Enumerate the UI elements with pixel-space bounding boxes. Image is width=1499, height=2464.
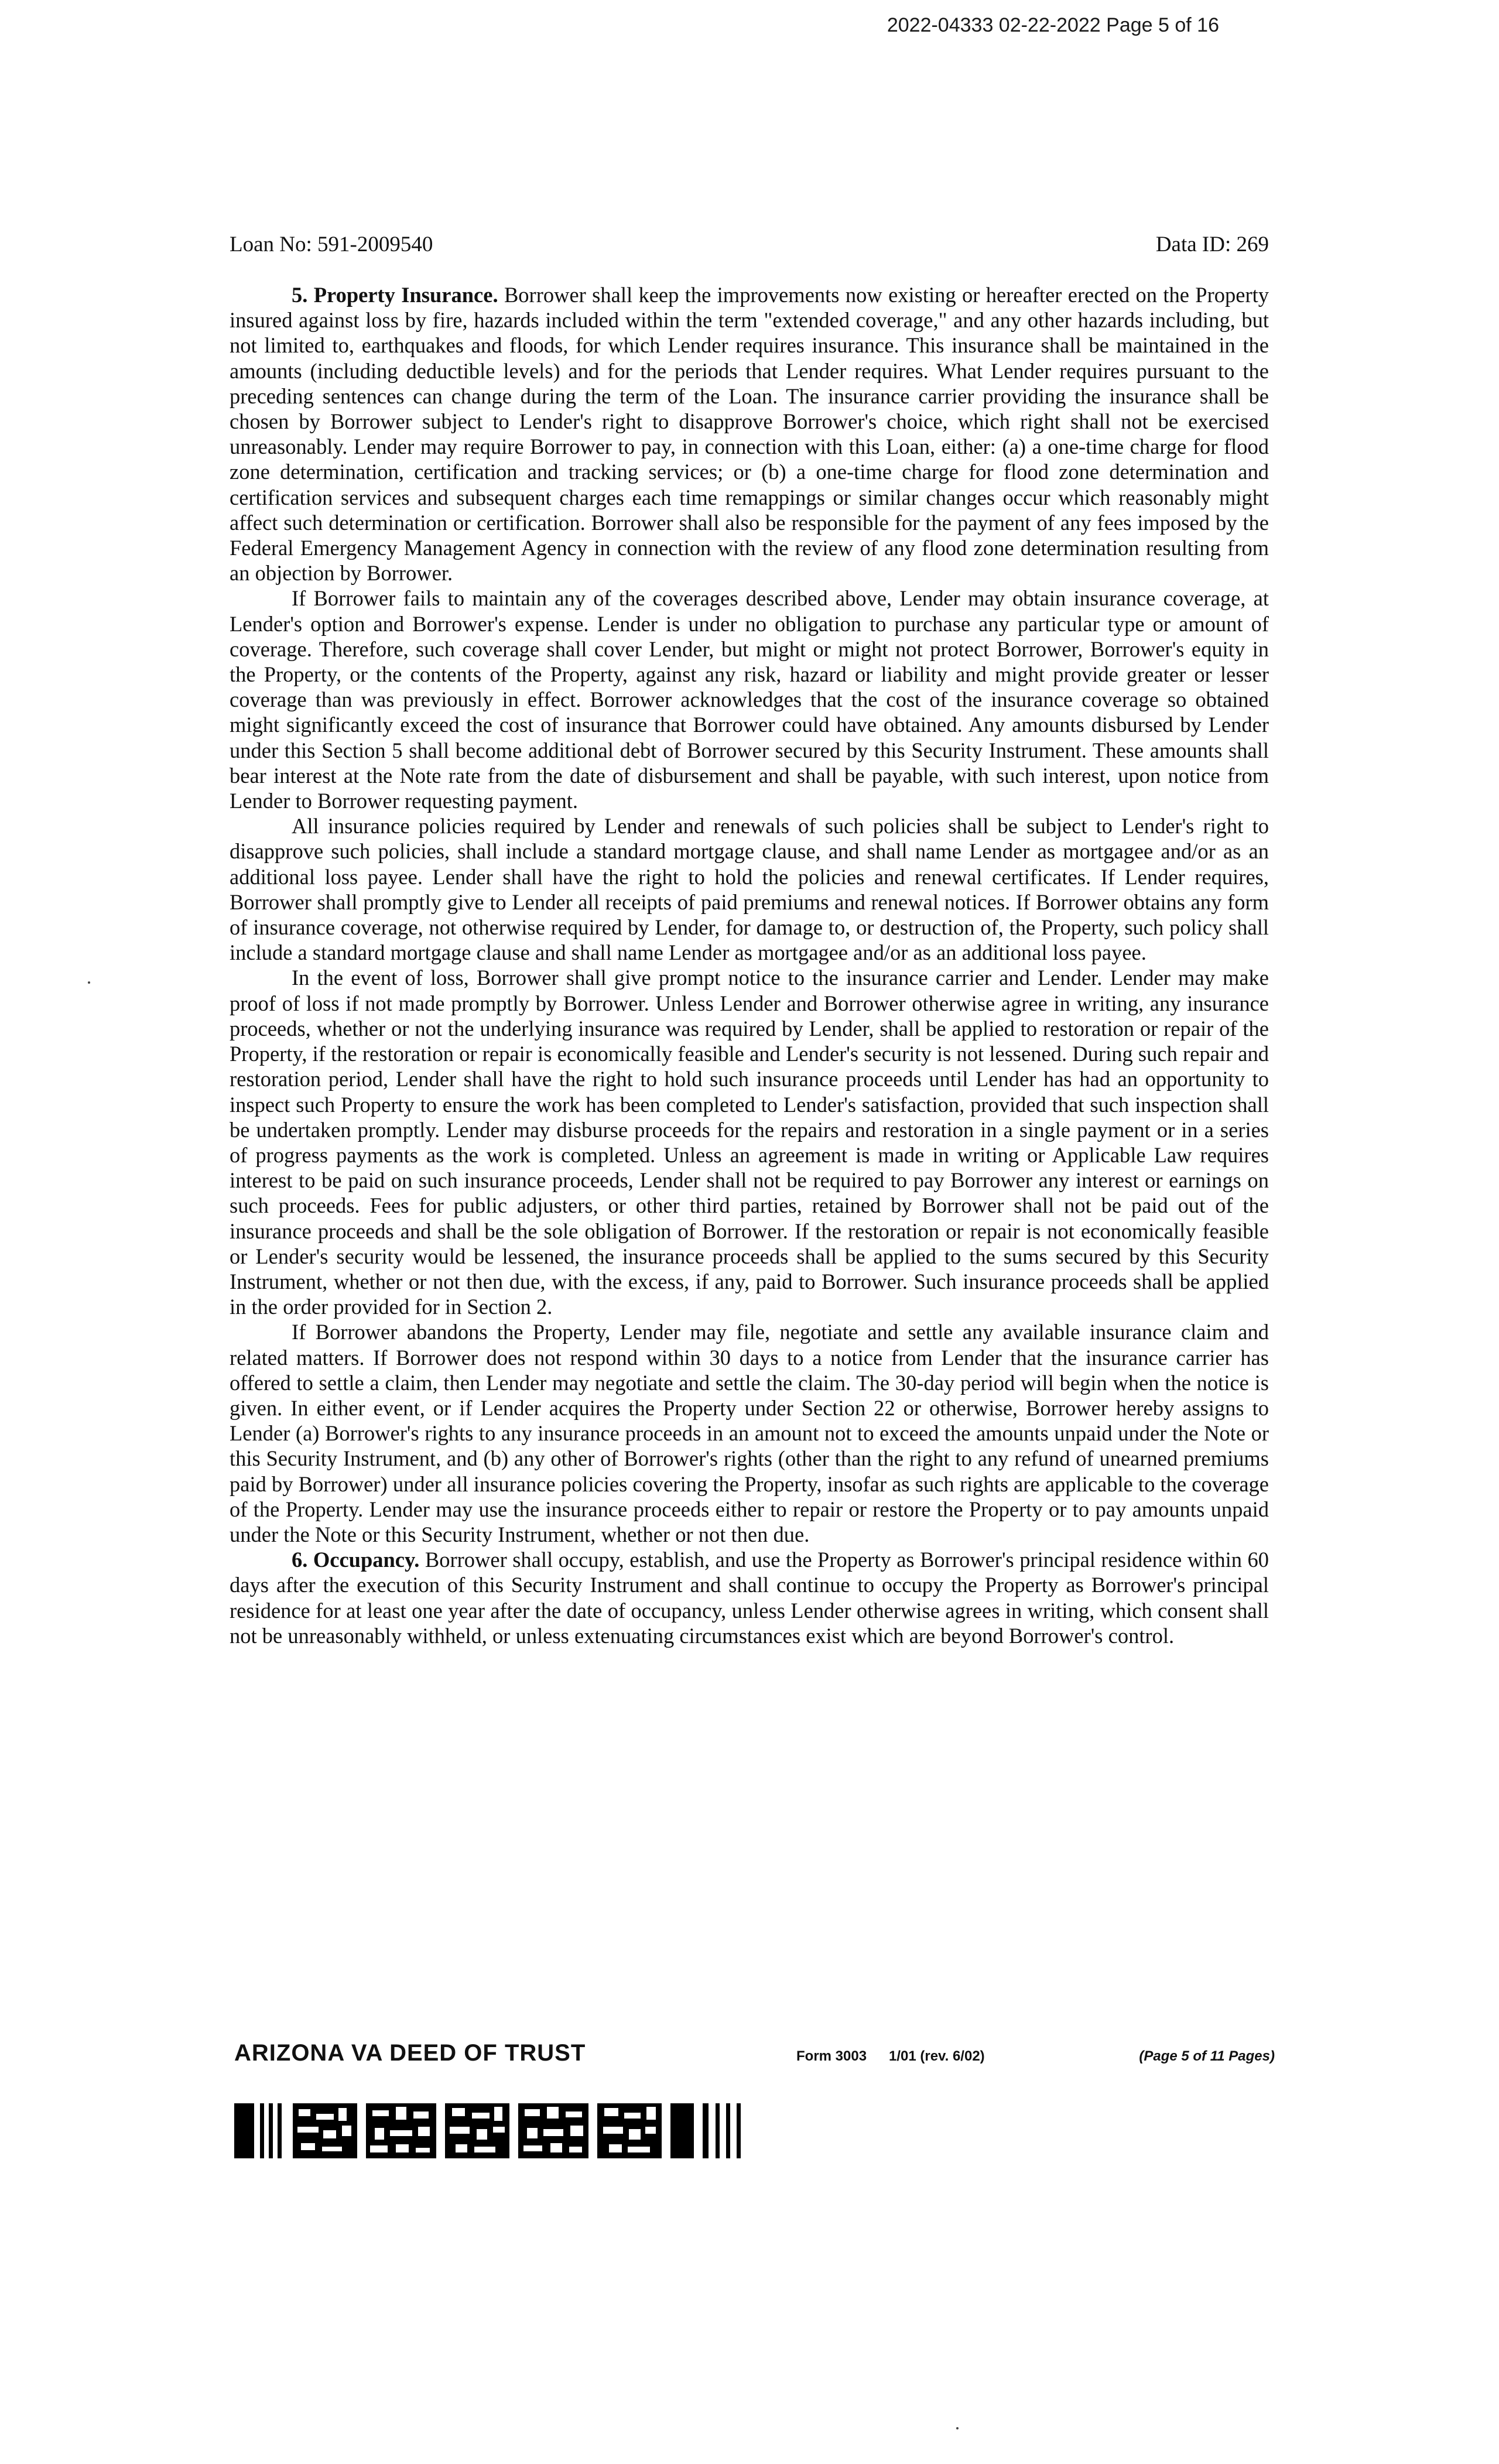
section-5-paragraph-4: In the event of loss, Borrower shall give prompt notice to the insurance carrier and Lender. Lender may make proof of loss if not made promptly by Borrower. Unless Lender and Borrower otherwise agree in writing, any insurance proceeds, whether or not the underlying insurance was required by Lender, shall be applied to restoration or repair of the Property, if the restoration or repair is economically feasible and Lender's security is not lessened. During such repair and restoration period, Lender shall have the right to hold such insurance proceeds until Lender has had an opportunity to inspect such Property to ensure the work has been completed to Lender's satisfaction, provided that such inspection shall be undertaken promptly. Lender may disburse proceeds for the repairs and restoration in a single payment or in a series of progress payments as the work is completed. Unless an agreement is made in writing or Applicable Law requires interest to be paid on such insurance proceeds, Lender shall not be required to pay Borrower any interest or earnings on such proceeds. Fees for public adjusters, or other third parties, retained by Borrower shall not be paid out of the insurance proceeds and shall be the sole obligation of Borrower. If the restoration or repair is not economically feasible or Lender's security would be lessened, the insurance proceeds shall be applied to the sums secured by this Security Instrument, whether or not then due, with the excess, if any, paid to Borrower. Such insurance proceeds shall be applied in the order provided for in Section 2. [230, 966, 1269, 1319]
section-6-title: Occupancy. [313, 1548, 420, 1572]
section-5-paragraph-5: If Borrower abandons the Property, Lender may file, negotiate and settle any available insurance claim and related matters. If Borrower does not respond within 30 days to a notice from Lender that the insurance carrier has offered to settle a claim, then Lender may negotiate and settle the claim. The 30-day period will begin when the notice is given. In either event, or if Lender acquires the Property under Section 22 or otherwise, Borrower hereby assigns to Lender (a) Borrower's rights to any insurance proceeds in an amount not to exceed the amounts unpaid under the Note or this Security Instrument, and (b) any other of Borrower's rights (other than the right to any refund of unearned premiums paid by Borrower) under all insurance policies covering the Property, insofar as such rights are applicable to the coverage of the Property. Lender may use the insurance proceeds either to repair or restore the Property or to pay amounts unpaid under the Note or this Security Instrument, whether or not then due. [230, 1320, 1269, 1546]
section-5-paragraph-3: All insurance policies required by Lender and renewals of such policies shall be subject to Lender's right to disapprove such policies, shall include a standard mortgage clause, and shall name Lender as mortgagee and/or as an additional loss payee. Lender shall have the right to hold the policies and renewal certificates. If Lender requires, Borrower shall promptly give to Lender all receipts of paid premiums and renewal notices. If Borrower obtains any form of insurance coverage, not otherwise required by Lender, for damage to, or destruction of, the Property, such policy shall include a standard mortgage clause and shall name Lender as mortgagee and/or as an additional loss payee. [230, 814, 1269, 965]
page-footer [234, 2040, 1275, 2066]
section-6-number: 6. [292, 1548, 308, 1572]
page-header [230, 232, 1269, 257]
section-5-paragraph-2: If Borrower fails to maintain any of the coverages described above, Lender may obtain insurance coverage, at Lender's option and Borrower's expense. Lender is under no obligation to purchase any particular type or amount of coverage. Therefore, such coverage shall cover Lender, but might or might not protect Borrower, Borrower's equity in the Property, or the contents of the Property, against any risk, hazard or liability and might provide greater or lesser coverage than was previously in effect. Borrower acknowledges that the cost of the insurance coverage so obtained might significantly exceed the cost of insurance that Borrower could have obtained. Any amounts disbursed by Lender under this Section 5 shall become additional debt of Borrower secured by this Security Instrument. These amounts shall bear interest at the Note rate from the date of disbursement and shall be payable, with such interest, upon notice from Lender to Borrower requesting payment. [230, 586, 1269, 813]
form-number: Form 3003 [796, 2048, 867, 2064]
page-count: (Page 5 of 11 Pages) [1139, 2048, 1275, 2064]
data-id: Data ID: 269 [1155, 232, 1269, 256]
form-revision: 1/01 (rev. 6/02) [889, 2048, 985, 2064]
scan-speck [88, 981, 90, 984]
section-5-text-1: Borrower shall keep the improvements now existing or hereafter erected on the Property insured against loss by fire, hazards included within the term "extended coverage," and any other hazards including, but not limited to, earthquakes and floods, for which Lender requires insurance. This insurance shall be maintained in the amounts (including deductible levels) and for the periods that Lender requires. What Lender requires pursuant to the preceding sentences can change during the term of the Loan. The insurance carrier providing the insurance shall be chosen by Borrower subject to Lender's right to disapprove Borrower's choice, which right shall not be exercised unreasonably. Lender may require Borrower to pay, in connection with this Loan, either: (a) a one-time charge for flood zone determination, certification and tracking services; or (b) a one-time charge for flood zone determination and certification services and subsequent charges each time remappings or similar changes occur which reasonably might affect such determination or certification. Borrower shall also be responsible for the payment of any fees imposed by the Federal Emergency Management Agency in connection with the review of any flood zone determination resulting from an objection by Borrower. [230, 283, 1269, 586]
section-5-title: Property Insurance. [313, 283, 498, 307]
section-5-number: 5. [292, 283, 308, 307]
recording-stamp: 2022-04333 02-22-2022 Page 5 of 16 [887, 14, 1219, 36]
form-title: ARIZONA VA DEED OF TRUST [234, 2040, 586, 2066]
section-5-paragraph-1 [230, 282, 1269, 586]
document-body [230, 282, 1269, 1648]
barcode-icon [234, 2103, 796, 2158]
section-6-text-1: Borrower shall occupy, establish, and use the Property as Borrower's principal residence within 60 days after the execution of this Security Instrument and shall continue to occupy the Property as Borrower's principal residence for at least one year after the date of occupancy, unless Lender otherwise agrees in writing, which consent shall not be unreasonably withheld, or unless extenuating circumstances exist which are beyond Borrower's control. [230, 1548, 1269, 1648]
scan-speck [956, 2427, 959, 2429]
section-6-paragraph-1 [230, 1547, 1269, 1648]
loan-number: Loan No: 591-2009540 [230, 232, 433, 256]
